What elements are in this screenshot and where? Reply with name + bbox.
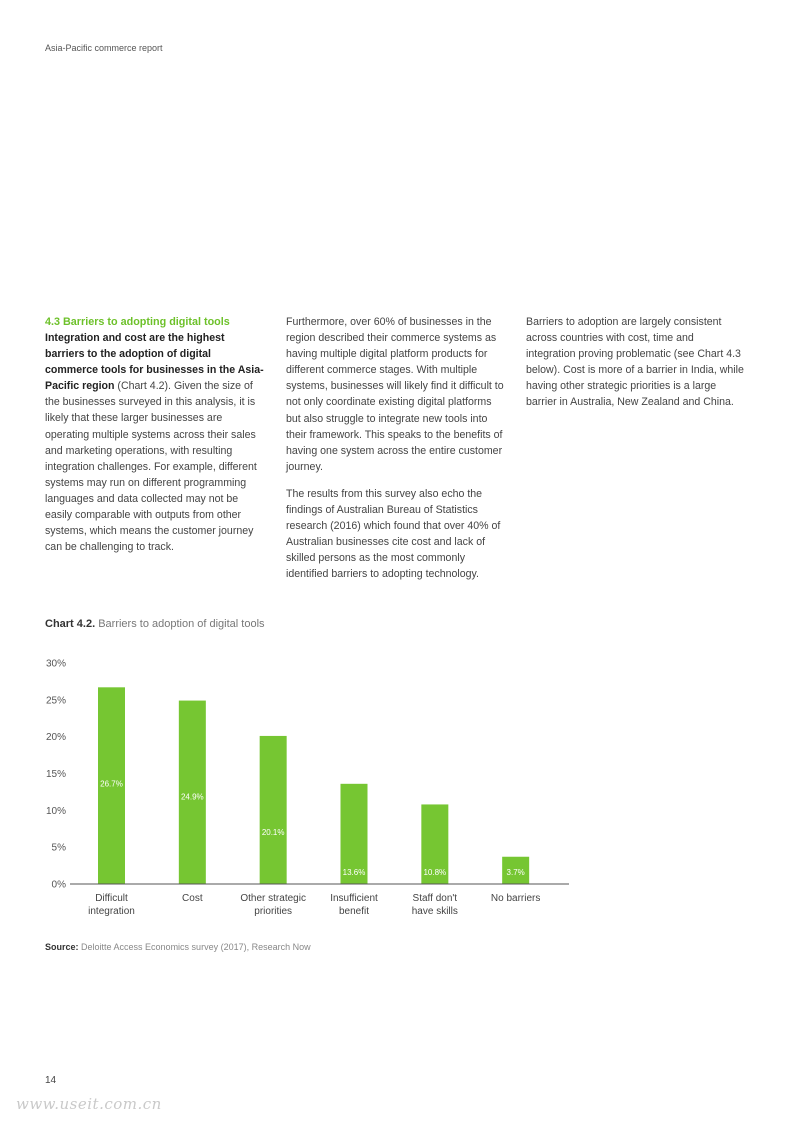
- source-label: Source:: [45, 942, 79, 952]
- text-column-1: [45, 314, 265, 566]
- bar-value-label: 20.1%: [261, 827, 285, 837]
- bar-chart: [0, 650, 600, 930]
- x-tick-label: integration: [88, 906, 135, 917]
- bar-value-label: 26.7%: [100, 779, 123, 789]
- x-tick-label: have skills: [411, 906, 458, 917]
- x-tick-label: No barriers: [490, 893, 541, 904]
- y-tick-label: 25%: [45, 695, 66, 707]
- x-tick-label: Insufficient: [330, 893, 378, 904]
- bar: [260, 736, 287, 884]
- lead-bold-text: Integration and cost are the highest barriers to the adoption of digital commerce tools for businesses in the Asia-Pacific region: [45, 332, 264, 393]
- y-tick-label: 30%: [45, 658, 66, 670]
- running-title: Asia-Pacific commerce report: [45, 43, 163, 53]
- bar-value-label: 10.8%: [423, 868, 447, 877]
- y-tick-label: 5%: [51, 842, 66, 854]
- x-tick-label: Difficult: [95, 893, 128, 904]
- lead-body-text: (Chart 4.2). Given the size of the businesses surveyed in this analysis, it is likely that these larger businesses are operating multiple systems across their sales and marketing operations, with resulting integration challenges. For example, different systems may run on different programming languages and data collected may not be easily comparable with outputs from other systems, which means the customer journey can be challenging to track.: [45, 380, 257, 554]
- text-column-3: [526, 314, 746, 422]
- source-note: [45, 942, 311, 952]
- bar-value-label: 3.7%: [506, 868, 525, 877]
- watermark: www.useit.com.cn: [16, 1095, 162, 1113]
- chart-caption-label: Chart 4.2.: [45, 618, 96, 630]
- source-text: Deloitte Access Economics survey (2017), Research Now: [78, 942, 311, 952]
- y-tick-label: 15%: [45, 769, 66, 780]
- page-number: 14: [45, 1075, 57, 1086]
- bar-value-label: 24.9%: [180, 792, 204, 802]
- chart-caption-text: Barriers to adoption of digital tools: [95, 618, 265, 630]
- bar-value-label: 13.6%: [342, 868, 366, 877]
- paragraph: Barriers to adoption are largely consistent across countries with cost, time and integration proving problematic (see Chart 4.3 below). Cost is more of a barrier in India, while having other strategic priorities is a large barrier in Australia, New Zealand and China.: [526, 316, 744, 409]
- x-tick-label: Staff don't: [412, 893, 458, 904]
- y-tick-label: 0%: [51, 879, 66, 891]
- intro-paragraph: [45, 330, 265, 555]
- y-tick-label: 20%: [45, 732, 66, 744]
- paragraph: The results from this survey also echo the findings of Australian Bureau of Statistics research (2016) which found that over 40% of Australian businesses cite cost and lack of skilled persons as the most commonly identified barriers to adopting technology.: [286, 487, 501, 581]
- y-tick-label: 10%: [45, 805, 66, 817]
- chart-caption: [45, 618, 265, 630]
- section-heading: 4.3 Barriers to adopting digital tools: [45, 316, 230, 328]
- x-tick-label: Other strategic: [240, 893, 306, 904]
- text-column-2: [286, 314, 506, 594]
- paragraph: Furthermore, over 60% of businesses in the region described their commerce systems as having multiple digital platform products for different commerce stages. With multiple systems, businesses will likely find it difficult to not only coordinate existing digital platforms but also struggle to integrate new tools into their framework. This speaks to the benefits of having one system across the entire customer journey.: [286, 316, 504, 473]
- x-tick-label: Cost: [182, 893, 203, 904]
- x-tick-label: priorities: [254, 906, 293, 917]
- x-tick-label: benefit: [338, 906, 370, 917]
